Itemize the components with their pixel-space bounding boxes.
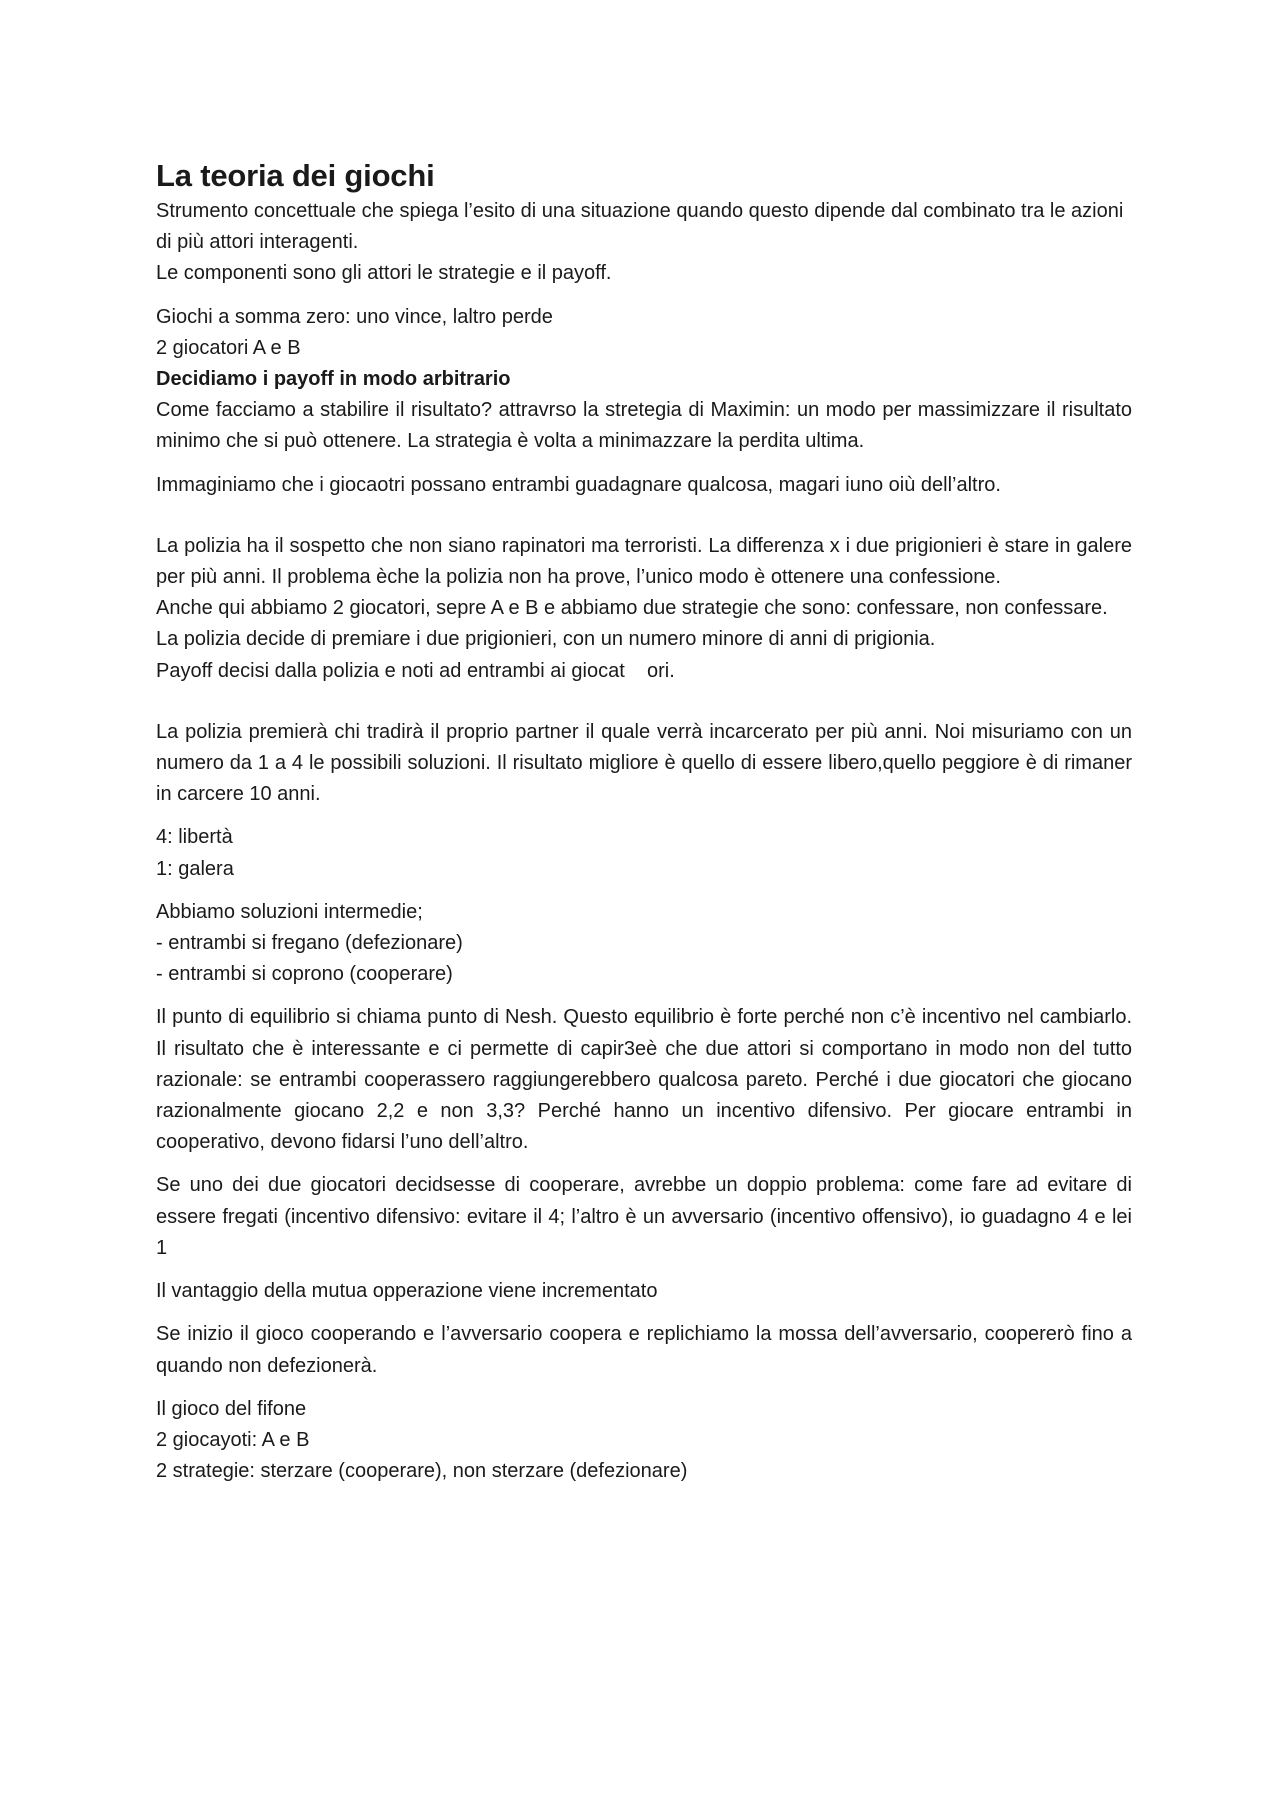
mutual-line: Il vantaggio della mutua opperazione viene incrementato bbox=[156, 1280, 658, 1303]
betrayal-paragraph: La polizia premierà chi tradirà il proprio partner il quale verrà incarcerato per più anni. Noi misuriamo con un numero da 1 a 4 le possibili soluzioni. Il risultato migliore è quello di essere libero,quello peggiore è di rimaner in carcere 10 anni. bbox=[156, 720, 1132, 806]
nash-paragraph: Il punto di equilibrio si chiama punto di Nesh. Questo equilibrio è forte perché non c’è incentivo nel cambiarlo. Il risultato che è interessante e ci permette di capir3eè che due attori si comportano in modo non del tutto razionale: se entrambi cooperassero raggiungerebbero qualcosa pareto. Perché i due giocatori che giocano razionalmente giocano 2,2 e non 3,3? Perché hanno un incentivo difensivo. Per giocare entrambi in cooperativo, devono fidarsi l’uno dell’altro. bbox=[156, 1006, 1132, 1154]
police-paragraph: La polizia ha il sospetto che non siano rapinatori ma terroristi. La differenza x i due prigionieri è stare in galere per più anni. Il problema èche la polizia non ha prove, l’unico modo è ottenere una confessione. bbox=[156, 534, 1132, 589]
chicken-title: Il gioco del fifone bbox=[156, 1397, 307, 1420]
intermediate-item: - entrambi si fregano (defezionare) bbox=[156, 932, 463, 955]
maximin-paragraph: Come facciamo a stabilire il risultato? attravrso la stretegia di Maximin: un modo per massimizzare il risultato minimo che si può ottenere. La strategia è volta a minimazzare la perdita ultima. bbox=[156, 399, 1132, 453]
intro-components: Le componenti sono gli attori le strategie e il payoff. bbox=[156, 262, 612, 285]
imagine-paragraph: Immaginiamo che i giocaotri possano entrambi guadagnare qualcosa, magari iuno oiù dell’altro. bbox=[156, 473, 1001, 496]
intro-paragraph: Strumento concettuale che spiega l’esito di una situazione quando questo dipende dal combinato tra le azioni di più attori interagenti. bbox=[156, 200, 1124, 254]
chicken-players: 2 giocayoti: A e B bbox=[156, 1428, 310, 1451]
scale-low: 1: galera bbox=[156, 857, 234, 880]
cooperate-paragraph: Se uno dei due giocatori decidsesse di cooperare, avrebbe un doppio problema: come fare ad evitare di essere fregati (incentivo difensivo: evitare il 4; l’altro è un avversario (incentivo offensivo), io guadagno 4 e lei 1 bbox=[156, 1174, 1132, 1259]
intermediate-item: - entrambi si coprono (cooperare) bbox=[156, 963, 453, 986]
chicken-strategies: 2 strategie: sterzare (cooperare), non sterzare (defezionare) bbox=[156, 1460, 688, 1483]
page-title: La teoria dei giochi bbox=[156, 158, 435, 193]
police-reward-paragraph: La polizia decide di premiare i due prigionieri, con un numero minore di anni di prigionia. bbox=[156, 628, 936, 651]
payoff-known-line: Payoff decisi dalla polizia e noti ad entrambi ai giocat ori. bbox=[156, 659, 675, 682]
document-page bbox=[156, 156, 1132, 1487]
zero-sum-line: Giochi a somma zero: uno vince, laltro perde bbox=[156, 305, 553, 328]
tit-for-tat-paragraph: Se inizio il gioco cooperando e l’avversario coopera e replichiamo la mossa dell’avversario, coopererò fino a quando non defezionerà. bbox=[156, 1323, 1132, 1377]
players-line: 2 giocatori A e B bbox=[156, 336, 301, 359]
scale-high: 4: libertà bbox=[156, 826, 233, 849]
intermediate-heading: Abbiamo soluzioni intermedie; bbox=[156, 900, 423, 923]
strategies-paragraph: Anche qui abbiamo 2 giocatori, sepre A e B e abbiamo due strategie che sono: confessare, non confessare. bbox=[156, 597, 1108, 620]
payoff-bold-line: Decidiamo i payoff in modo arbitrario bbox=[156, 368, 511, 391]
